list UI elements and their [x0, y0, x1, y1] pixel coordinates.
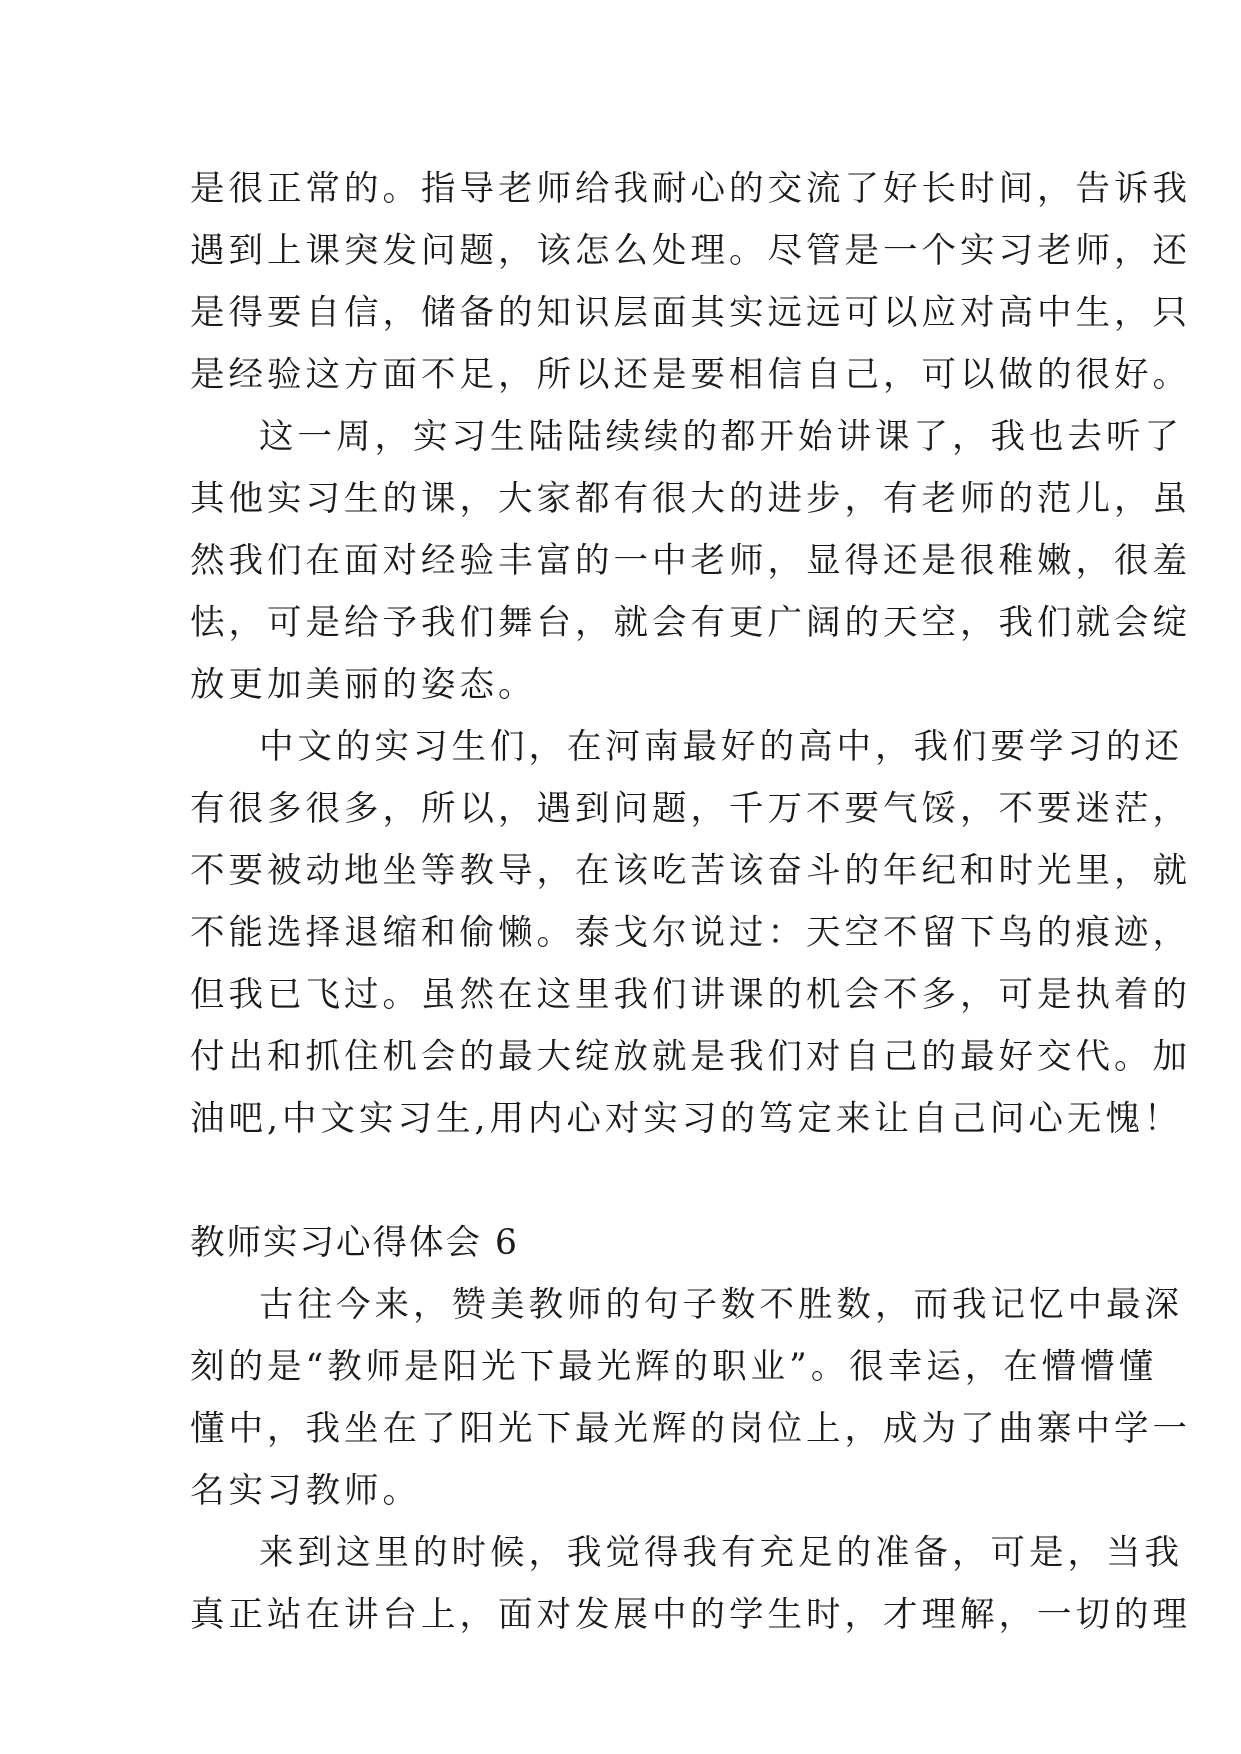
text-line: 遇到上课突发问题，该怎么处理。尽管是一个实习老师，还 [190, 231, 1191, 271]
paragraph-5 [190, 1522, 1191, 1646]
text-line: 是很正常的。指导老师给我耐心的交流了好长时间，告诉我 [190, 169, 1191, 209]
paragraph-2 [190, 406, 1191, 716]
text-line: 这一周，实习生陆陆续续的都开始讲课了，我也去听了 [259, 417, 1183, 457]
text-line: 付出和抓住机会的最大绽放就是我们对自己的最好交代。加 [190, 1037, 1191, 1077]
document-body [190, 158, 1191, 1646]
text-line: 真正站在讲台上，面对发展中的学生时，才理解，一切的理 [190, 1595, 1191, 1635]
text-line: 是经验这方面不足，所以还是要相信自己，可以做的很好。 [190, 355, 1191, 395]
text-line: 不能选择退缩和偷懒。泰戈尔说过：天空不留下鸟的痕迹， [190, 913, 1191, 953]
text-line: 其他实习生的课，大家都有很大的进步，有老师的范儿，虽 [190, 479, 1191, 519]
text-line: 刻的是“教师是阳光下最光辉的职业”。很幸运，在懵懵懂 [190, 1347, 1158, 1387]
text-line: 然我们在面对经验丰富的一中老师，显得还是很稚嫩，很羞 [190, 541, 1191, 581]
paragraph-4 [190, 1274, 1191, 1522]
text-line: 名实习教师。 [190, 1471, 421, 1511]
text-line: 怯，可是给予我们舞台，就会有更广阔的天空，我们就会绽 [190, 603, 1191, 643]
section-heading: 教师实习心得体会 6 [190, 1223, 519, 1263]
text-line: 中文的实习生们，在河南最好的高中，我们要学习的还 [259, 727, 1183, 767]
text-line: 懂中，我坐在了阳光下最光辉的岗位上，成为了曲寨中学一 [190, 1409, 1191, 1449]
text-line: 放更加美丽的姿态。 [190, 665, 537, 705]
text-line: 但我已飞过。虽然在这里我们讲课的机会不多，可是执着的 [190, 975, 1191, 1015]
text-line: 油吧,中文实习生,用内心对实习的笃定来让自己问心无愧！ [190, 1099, 1183, 1139]
text-line: 来到这里的时候，我觉得我有充足的准备，可是，当我 [259, 1533, 1183, 1573]
text-line: 有很多很多，所以，遇到问题，千万不要气馁，不要迷茫， [190, 789, 1191, 829]
paragraph-3 [190, 716, 1191, 1150]
text-line: 古往今来，赞美教师的句子数不胜数，而我记忆中最深 [259, 1285, 1183, 1325]
paragraph-1 [190, 158, 1191, 406]
text-line: 不要被动地坐等教导，在该吃苦该奋斗的年纪和时光里，就 [190, 851, 1191, 891]
text-line: 是得要自信，储备的知识层面其实远远可以应对高中生，只 [190, 293, 1191, 333]
